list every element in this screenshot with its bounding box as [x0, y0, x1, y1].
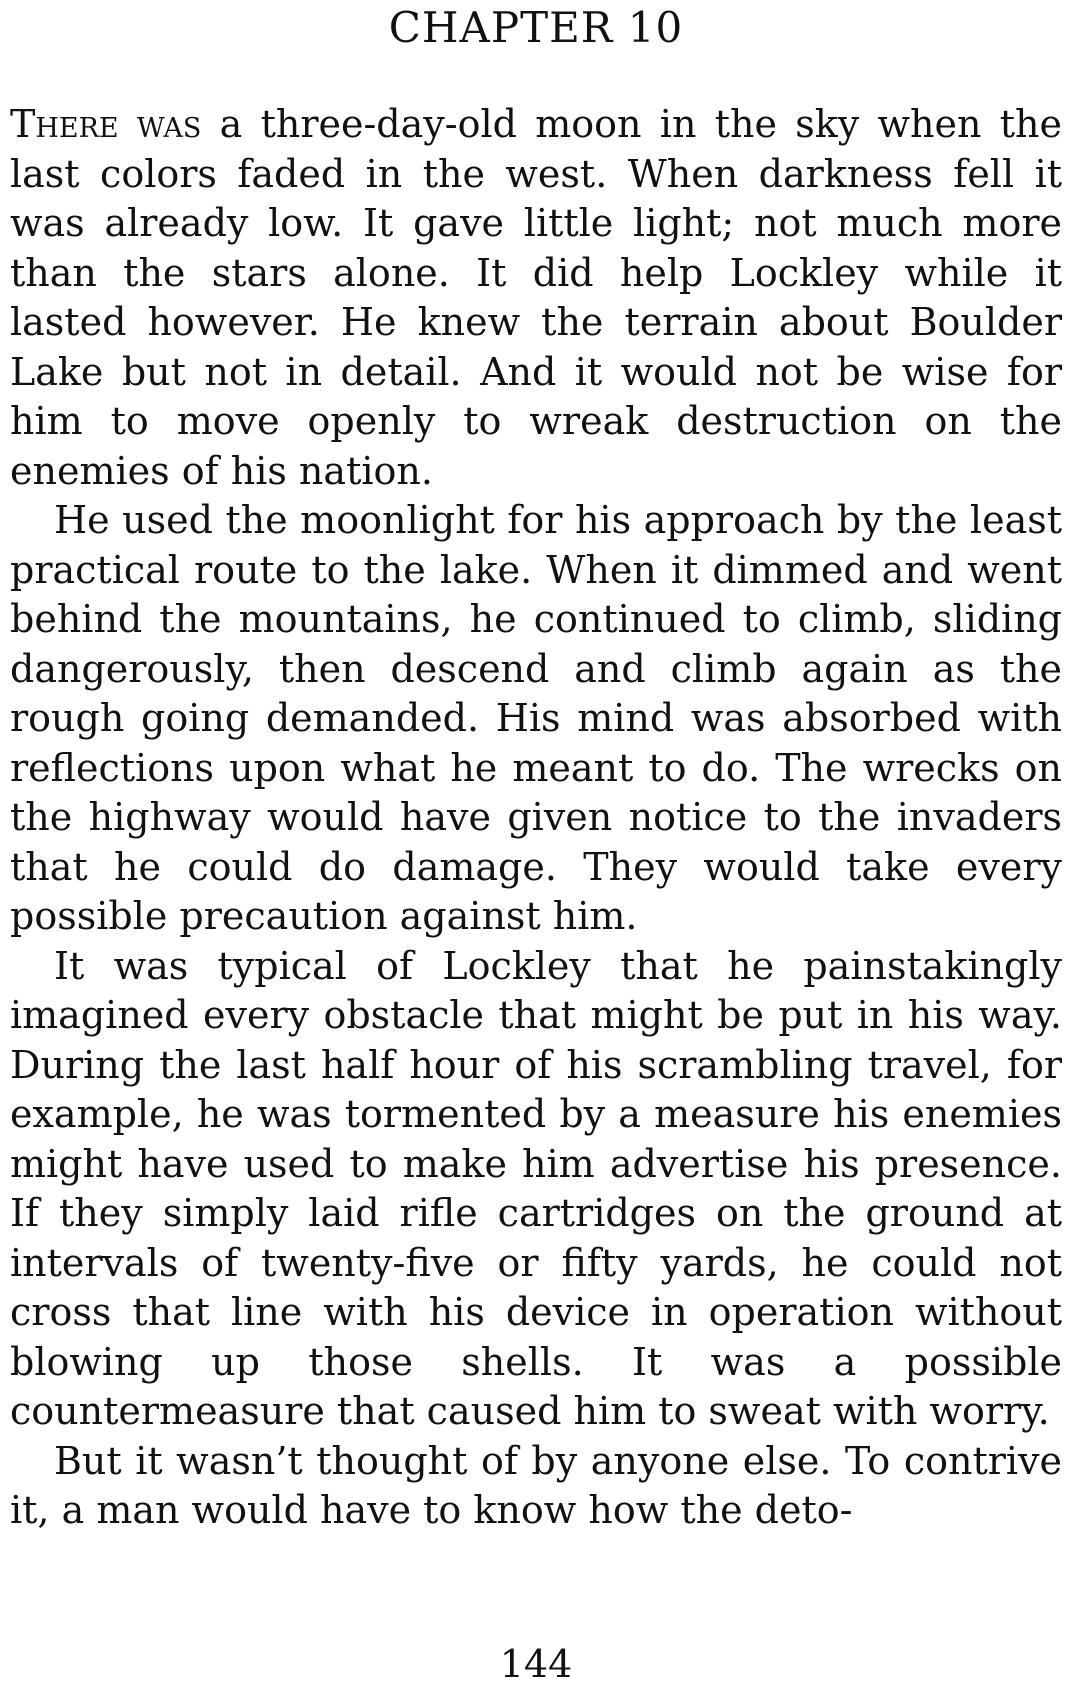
page-number: 144 [499, 1642, 573, 1686]
paragraph: It was typical of Lockley that he painstakingly imagined every obstacle that might be put in his way. During the last half hour of his scrambling travel, for example, he was tormented by a measure his enemies might have used to make him advertise his presence. If they simply laid rifle cartridges on the ground at intervals of twenty-five or fifty yards, he could not cross that line with his device in operation without blowing up those shells. It was a possible countermeasure that caused him to sweat with worry. [10, 943, 1062, 1433]
paragraph [10, 100, 1062, 496]
book-page [10, 0, 1062, 1698]
chapter-body [10, 100, 1062, 1536]
paragraph: He used the moonlight for his approach by the least practical route to the lake. When it dimmed and went behind the mountains, he continued to climb, sliding dangerously, then descend and climb again as the rough going demanded. His mind was absorbed with reflections upon what he meant to do. The wrecks on the highway would have given notice to the invaders that he could do damage. They would take every possible precaution against him. [10, 498, 1062, 938]
opening-small-caps: There was [10, 102, 202, 146]
paragraph: But it wasn’t thought of by anyone else. To contrive it, a man would have to know how the deto- [10, 1438, 1062, 1532]
paragraph-text: a three-day-old moon in the sky when the last colors faded in the west. When darkness fell it was already low. It gave little light; not much more than the stars alone. It did help Lockley while it lasted however. He knew the terrain about Boulder Lake but not in detail. And it would not be wise for him to move openly to wreak destruction on the enemies of his nation. [10, 102, 1062, 493]
chapter-heading: CHAPTER 10 [388, 3, 684, 52]
